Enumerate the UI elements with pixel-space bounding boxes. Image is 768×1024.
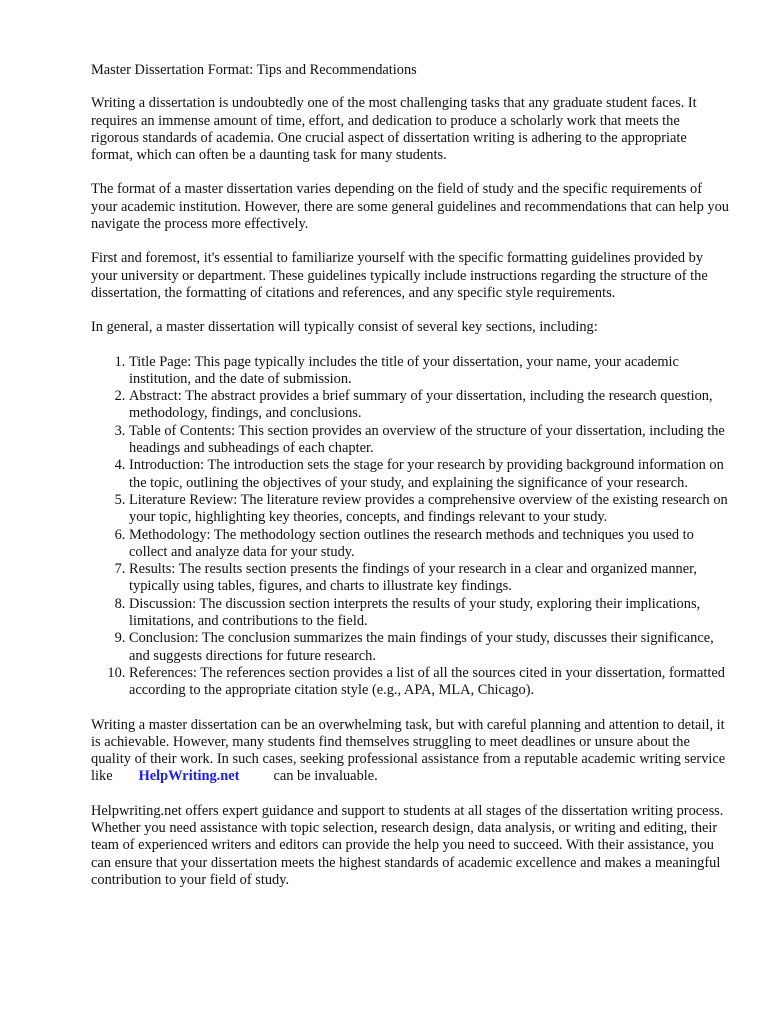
- list-item: 8. Discussion: The discussion section interprets the results of your study, exploring their implications, limitations, and contributions to the field.: [129, 596, 731, 631]
- format-paragraph: The format of a master dissertation varies depending on the field of study and the specific requirements of your academic institution. However, there are some general guidelines and recommendations that can help you navigate the process more effectively.: [91, 181, 729, 233]
- closing-text-before-link: Writing a master dissertation can be an overwhelming task, but with careful planning and attention to detail, it is achievable. However, many students find themselves struggling to meet deadlines or unsure about the quality of their work. In such cases, seeking professional assistance from a reputable academic writing service like: [91, 716, 726, 785]
- list-item: 9. Conclusion: The conclusion summarizes the main findings of your study, discusses their significance, and suggests directions for future research.: [129, 630, 731, 665]
- closing-text-after-link: can be invaluable.: [273, 768, 378, 785]
- list-item: 6. Methodology: The methodology section outlines the research methods and techniques you used to collect and analyze data for your study.: [129, 527, 731, 562]
- document-title: Master Dissertation Format: Tips and Recommendations: [91, 62, 417, 78]
- list-item: 1. Title Page: This page typically includes the title of your dissertation, your name, your academic institution, and the date of submission.: [129, 354, 731, 389]
- list-item: 5. Literature Review: The literature review provides a comprehensive overview of the existing research on your topic, highlighting key theories, concepts, and findings relevant to your study.: [129, 492, 731, 527]
- list-item: 7. Results: The results section presents the findings of your research in a clear and organized manner, typically using tables, figures, and charts to illustrate key findings.: [129, 561, 731, 596]
- final-paragraph: Helpwriting.net offers expert guidance and support to students at all stages of the dissertation writing process. Whether you need assistance with topic selection, research design, data analysis, or writing and editing, their team of experienced writers and editors can provide the help you need to succeed. With their assistance, you can ensure that your dissertation meets the highest standards of academic excellence and makes a meaningful contribution to your field of study.: [91, 802, 724, 888]
- list-item: 3. Table of Contents: This section provides an overview of the structure of your dissertation, including the headings and subheadings of each chapter.: [129, 423, 731, 458]
- sections-intro-paragraph: In general, a master dissertation will typically consist of several key sections, including:: [91, 319, 598, 336]
- sections-list: [91, 354, 731, 700]
- document-page: [91, 62, 731, 906]
- helpwriting-link[interactable]: HelpWriting.net: [138, 768, 240, 785]
- list-item: 10. References: The references section provides a list of all the sources cited in your dissertation, formatted according to the appropriate citation style (e.g., APA, MLA, Chicago).: [129, 665, 731, 700]
- guidelines-paragraph: First and foremost, it's essential to familiarize yourself with the specific formatting guidelines provided by your university or department. These guidelines typically include instructions regarding the structure of the dissertation, the formatting of citations and references, and any specific style requirements.: [91, 250, 708, 301]
- list-item: 2. Abstract: The abstract provides a brief summary of your dissertation, including the research question, methodology, findings, and conclusions.: [129, 388, 731, 423]
- closing-paragraph: [91, 717, 731, 786]
- intro-paragraph: Writing a dissertation is undoubtedly one of the most challenging tasks that any graduate student faces. It requires an immense amount of time, effort, and dedication to produce a scholarly work that meets the rigorous standards of academia. One crucial aspect of dissertation writing is adhering to the appropriate format, which can often be a daunting task for many students.: [91, 95, 697, 164]
- list-item: 4. Introduction: The introduction sets the stage for your research by providing background information on the topic, outlining the objectives of your study, and explaining the significance of your research.: [129, 457, 731, 492]
